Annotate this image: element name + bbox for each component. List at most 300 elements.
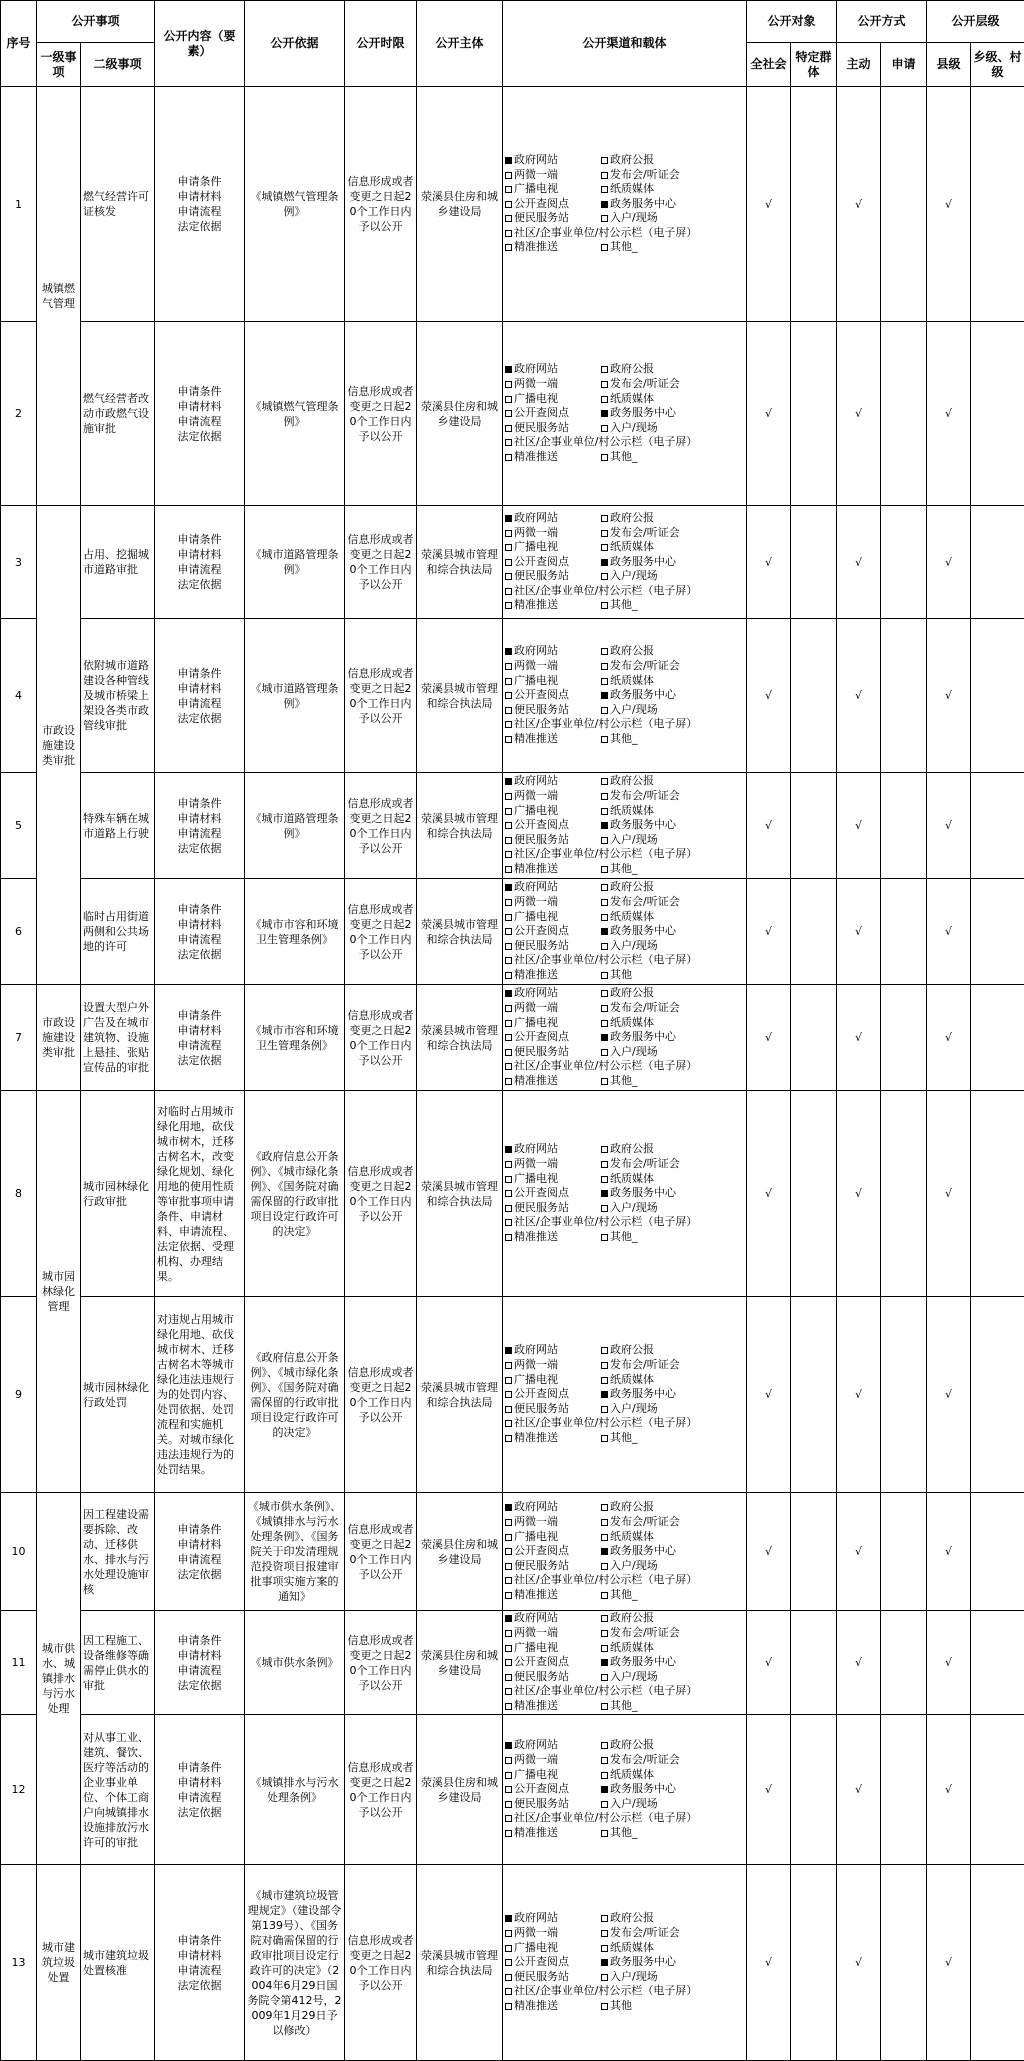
channel-label: 政府公报: [610, 880, 654, 893]
table-row: [1, 985, 1024, 1091]
checkbox-icon: [601, 1615, 608, 1622]
row-seq: 11: [1, 1611, 37, 1715]
channel-option-query-point: [505, 406, 601, 421]
row-active-mark: √: [837, 879, 881, 985]
channel-option-board: [505, 1811, 729, 1826]
level1-group: 城市供水、城镇排水与污水处理: [37, 1493, 81, 1865]
checkbox-icon: [601, 515, 608, 522]
row-content: 申请条件 申请材料 申请流程 法定依据: [155, 1611, 245, 1715]
row-all-mark: √: [747, 322, 791, 506]
channel-option-query-point: [505, 1955, 601, 1970]
channel-label: 纸质媒体: [610, 1768, 654, 1781]
channel-option-gov-site: [505, 153, 601, 168]
table-body: [1, 87, 1024, 2061]
channel-label: 便民服务站: [514, 569, 569, 582]
row-seq: 13: [1, 1865, 37, 2061]
checkbox-icon: [505, 1205, 512, 1212]
checkbox-icon: [601, 822, 608, 829]
checkbox-icon: [601, 366, 608, 373]
channel-label: 纸质媒体: [610, 910, 654, 923]
channel-label: 入户/现场: [610, 421, 658, 434]
channel-option-gov-site: [505, 644, 601, 659]
channel-label: 两微一端: [514, 895, 558, 908]
row-channels: [503, 322, 747, 506]
checkbox-icon: [601, 1786, 608, 1793]
checkbox-icon: [505, 1615, 512, 1622]
row-level2: 依附城市道路建设各种管线及城市桥梁上架设各类市政管线审批: [81, 619, 155, 773]
channel-label: 便民服务站: [514, 1797, 569, 1810]
level1-group: 城镇燃气管理: [37, 87, 81, 506]
checkbox-icon: [601, 410, 608, 417]
checkbox-icon: [601, 778, 608, 785]
channel-option-push: [505, 1588, 601, 1603]
checkbox-icon: [505, 1534, 512, 1541]
row-all-mark: √: [747, 1865, 791, 2061]
row-level2: 城市园林绿化行政处罚: [81, 1297, 155, 1493]
level1-group: 市政设施建设类审批: [37, 506, 81, 985]
channel-option-other: [601, 1826, 729, 1841]
table-row: [1, 1865, 1024, 2061]
channel-option-gov-gazette: [601, 986, 729, 1001]
checkbox-icon: [601, 1347, 608, 1354]
channel-label: 纸质媒体: [610, 1016, 654, 1029]
channel-option-paper: [601, 1530, 729, 1545]
row-channels: [503, 1297, 747, 1493]
channel-option-press: [601, 1626, 729, 1641]
channel-option-gov-gazette: [601, 774, 729, 789]
row-basis: 《城市市容和环境卫生管理条例》: [245, 985, 345, 1091]
channel-label: 公开查阅点: [514, 688, 569, 701]
channel-option-board: [505, 226, 729, 241]
header-mode-apply: 申请: [881, 43, 927, 87]
channel-option-two-micro: [505, 1926, 601, 1941]
checkbox-icon: [505, 396, 512, 403]
row-basis: 《城市供水条例》、《城镇排水与污水处理条例》、《国务院关于印发清理规范投资项目报建审批事项实施方案的通知》: [245, 1493, 345, 1611]
table-row: [1, 1297, 1024, 1493]
checkbox-icon: [505, 866, 512, 873]
channel-label: 广播电视: [514, 1768, 558, 1781]
row-level2: 城市建筑垃圾处置核准: [81, 1865, 155, 2061]
checkbox-icon: [505, 559, 512, 566]
row-town-mark: [971, 1611, 1024, 1715]
row-county-mark: √: [927, 985, 971, 1091]
channel-label: 政府公报: [610, 644, 654, 657]
channel-option-push: [505, 1431, 601, 1446]
checkbox-icon: [601, 2003, 608, 2010]
row-basis: 《城市道路管理条例》: [245, 506, 345, 619]
channel-option-door: [601, 703, 729, 718]
channel-label: 政府公报: [610, 153, 654, 166]
channel-label: 政务服务中心: [610, 688, 676, 701]
channel-option-service-center: [601, 406, 729, 421]
checkbox-icon: [505, 544, 512, 551]
header-tier-county: 县级: [927, 43, 971, 87]
channel-label: 政务服务中心: [610, 1544, 676, 1557]
channel-option-convenience: [505, 421, 601, 436]
channel-option-convenience: [505, 1970, 601, 1985]
row-basis: 《城市道路管理条例》: [245, 619, 345, 773]
channel-checklist: [505, 153, 746, 255]
channel-label: 广播电视: [514, 392, 558, 405]
row-specific-mark: [791, 985, 837, 1091]
row-specific-mark: [791, 1611, 837, 1715]
channel-option-paper: [601, 1172, 729, 1187]
checkbox-icon: [505, 1988, 512, 1995]
channel-label: 公开查阅点: [514, 1544, 569, 1557]
row-level2: 占用、挖掘城市道路审批: [81, 506, 155, 619]
channel-label: 精准推送: [514, 598, 558, 611]
checkbox-icon: [601, 1915, 608, 1922]
channel-label: 政府公报: [610, 1500, 654, 1513]
channel-label: 公开查阅点: [514, 1030, 569, 1043]
row-county-mark: √: [927, 1493, 971, 1611]
checkbox-icon: [505, 573, 512, 580]
channel-label: 两微一端: [514, 1515, 558, 1528]
row-content: 申请条件 申请材料 申请流程 法定依据: [155, 879, 245, 985]
checkbox-icon: [505, 1945, 512, 1952]
row-subject: 荥溪县城市管理和综合执法局: [417, 879, 503, 985]
channel-label: 入户/现场: [610, 1402, 658, 1415]
channel-option-gov-gazette: [601, 880, 729, 895]
row-town-mark: [971, 879, 1024, 985]
checkbox-icon: [505, 381, 512, 388]
checkbox-icon: [601, 172, 608, 179]
channel-label: 精准推送: [514, 1699, 558, 1712]
row-seq: 5: [1, 773, 37, 879]
channel-option-gov-site: [505, 880, 601, 895]
channel-option-two-micro: [505, 1157, 601, 1172]
channel-label: 政府网站: [514, 774, 558, 787]
row-town-mark: [971, 773, 1024, 879]
row-apply-mark: [881, 879, 927, 985]
checkbox-icon: [601, 990, 608, 997]
channel-label: 便民服务站: [514, 211, 569, 224]
channel-option-service-center: [601, 1030, 729, 1045]
channel-label: 广播电视: [514, 910, 558, 923]
checkbox-icon: [505, 1034, 512, 1041]
channel-option-convenience: [505, 833, 601, 848]
channel-label: 社区/企事业单位/村公示栏（电子屏）: [514, 1059, 697, 1072]
row-specific-mark: [791, 506, 837, 619]
row-subject: 荥溪县城市管理和综合执法局: [417, 1091, 503, 1297]
channel-option-board: [505, 584, 729, 599]
channel-label: 广播电视: [514, 1941, 558, 1954]
row-content: 申请条件 申请材料 申请流程 法定依据: [155, 322, 245, 506]
channel-label: 入户/现场: [610, 1559, 658, 1572]
channel-label: 入户/现场: [610, 1970, 658, 1983]
checkbox-icon: [601, 866, 608, 873]
channel-option-paper: [601, 674, 729, 689]
channel-option-push: [505, 598, 601, 613]
channel-option-other: [601, 1074, 729, 1089]
channel-label: 政务服务中心: [610, 1955, 676, 1968]
channel-option-paper: [601, 1373, 729, 1388]
channel-label: 政府公报: [610, 986, 654, 999]
row-apply-mark: [881, 1493, 927, 1611]
row-channels: [503, 773, 747, 879]
channel-label: 社区/企事业单位/村公示栏（电子屏）: [514, 1811, 697, 1824]
checkbox-icon: [505, 1815, 512, 1822]
checkbox-icon: [601, 837, 608, 844]
channel-option-two-micro: [505, 1001, 601, 1016]
checkbox-icon: [505, 1659, 512, 1666]
channel-label: 社区/企事业单位/村公示栏（电子屏）: [514, 1215, 697, 1228]
checkbox-icon: [601, 736, 608, 743]
row-time: 信息形成或者变更之日起20个工作日内予以公开: [345, 87, 417, 322]
channel-option-two-micro: [505, 1626, 601, 1641]
channel-label: 纸质媒体: [610, 182, 654, 195]
channel-option-broadcast: [505, 540, 601, 555]
channel-option-door: [601, 1970, 729, 1985]
checkbox-icon: [601, 648, 608, 655]
channel-option-gov-site: [505, 1611, 601, 1626]
checkbox-icon: [601, 943, 608, 950]
header-time: 公开时限: [345, 1, 417, 87]
channel-option-paper: [601, 1768, 729, 1783]
channel-checklist: [505, 1911, 746, 2013]
row-town-mark: [971, 322, 1024, 506]
channel-option-other: [601, 968, 729, 983]
row-all-mark: √: [747, 1715, 791, 1865]
checkbox-icon: [601, 1161, 608, 1168]
channel-option-push: [505, 1699, 601, 1714]
table-row: [1, 322, 1024, 506]
row-town-mark: [971, 87, 1024, 322]
row-all-mark: √: [747, 1091, 791, 1297]
channel-option-convenience: [505, 1402, 601, 1417]
channel-option-broadcast: [505, 1530, 601, 1545]
checkbox-icon: [601, 1801, 608, 1808]
channel-label: 广播电视: [514, 1373, 558, 1386]
channel-option-door: [601, 1045, 729, 1060]
channel-label: 广播电视: [514, 1172, 558, 1185]
checkbox-icon: [601, 793, 608, 800]
row-time: 信息形成或者变更之日起20个工作日内予以公开: [345, 322, 417, 506]
channel-label: 发布会/听证会: [610, 1753, 680, 1766]
channel-label: 发布会/听证会: [610, 377, 680, 390]
channel-option-press: [601, 168, 729, 183]
row-county-mark: √: [927, 1715, 971, 1865]
channel-option-door: [601, 569, 729, 584]
checkbox-icon: [505, 1161, 512, 1168]
channel-label: 社区/企事业单位/村公示栏（电子屏）: [514, 1573, 697, 1586]
channel-option-board: [505, 1684, 729, 1699]
row-seq: 10: [1, 1493, 37, 1611]
row-town-mark: [971, 1297, 1024, 1493]
channel-label: 精准推送: [514, 450, 558, 463]
channel-option-query-point: [505, 555, 601, 570]
row-county-mark: √: [927, 619, 971, 773]
channel-label: 精准推送: [514, 1826, 558, 1839]
checkbox-icon: [505, 172, 512, 179]
checkbox-icon: [505, 1078, 512, 1085]
channel-label: 发布会/听证会: [610, 1515, 680, 1528]
channel-label: 入户/现场: [610, 939, 658, 952]
row-level2: 燃气经营许可证核发: [81, 87, 155, 322]
channel-label: 入户/现场: [610, 703, 658, 716]
channel-label: 政府公报: [610, 1738, 654, 1751]
channel-label: 入户/现场: [610, 1045, 658, 1058]
checkbox-icon: [601, 1703, 608, 1710]
channel-label: 广播电视: [514, 674, 558, 687]
checkbox-icon: [505, 972, 512, 979]
channel-label: 社区/企事业单位/村公示栏（电子屏）: [514, 1984, 697, 1997]
channel-option-query-point: [505, 1030, 601, 1045]
checkbox-icon: [505, 1959, 512, 1966]
header-target: 公开对象: [747, 1, 837, 43]
checkbox-icon: [505, 721, 512, 728]
channel-option-service-center: [601, 818, 729, 833]
table-row: [1, 506, 1024, 619]
row-level2: 城市园林绿化行政审批: [81, 1091, 155, 1297]
checkbox-icon: [601, 1959, 608, 1966]
header-mode-active: 主动: [837, 43, 881, 87]
checkbox-icon: [601, 663, 608, 670]
channel-option-paper: [601, 182, 729, 197]
channel-option-two-micro: [505, 895, 601, 910]
row-all-mark: √: [747, 506, 791, 619]
channel-label: 精准推送: [514, 862, 558, 875]
checkbox-icon: [505, 822, 512, 829]
channel-label: 公开查阅点: [514, 406, 569, 419]
row-subject: 荥溪县城市管理和综合执法局: [417, 1865, 503, 2061]
channel-option-service-center: [601, 688, 729, 703]
checkbox-icon: [505, 439, 512, 446]
table-row: [1, 1715, 1024, 1865]
row-active-mark: √: [837, 1715, 881, 1865]
channel-label: 政府网站: [514, 986, 558, 999]
channel-option-service-center: [601, 1544, 729, 1559]
channel-option-board: [505, 717, 729, 732]
checkbox-icon: [601, 707, 608, 714]
channel-option-convenience: [505, 1670, 601, 1685]
checkbox-icon: [505, 1577, 512, 1584]
checkbox-icon: [505, 1688, 512, 1695]
row-seq: 1: [1, 87, 37, 322]
checkbox-icon: [601, 602, 608, 609]
channel-label: 其他_: [610, 732, 638, 745]
checkbox-icon: [601, 808, 608, 815]
channel-label: 精准推送: [514, 1999, 558, 2012]
checkbox-icon: [601, 1630, 608, 1637]
row-level2: 因工程建设需要拆除、改动、迁移供水、排水与污水处理设施审核: [81, 1493, 155, 1611]
row-county-mark: √: [927, 1297, 971, 1493]
channel-option-paper: [601, 910, 729, 925]
channel-checklist: [505, 1142, 746, 1244]
checkbox-icon: [601, 215, 608, 222]
channel-checklist: [505, 1738, 746, 1840]
channel-label: 社区/企事业单位/村公示栏（电子屏）: [514, 1416, 697, 1429]
channel-checklist: [505, 986, 746, 1088]
channel-checklist: [505, 1611, 746, 1713]
channel-option-press: [601, 1358, 729, 1373]
channel-option-other: [601, 1999, 729, 2014]
row-seq: 12: [1, 1715, 37, 1865]
checkbox-icon: [601, 1005, 608, 1012]
channel-label: 便民服务站: [514, 1670, 569, 1683]
row-active-mark: √: [837, 1297, 881, 1493]
checkbox-icon: [601, 1534, 608, 1541]
channel-option-gov-gazette: [601, 644, 729, 659]
row-content: 对违规占用城市绿化用地、砍伐城市树木、迁移古树名木等城市绿化违法违规行为的处罚内容、处罚依据、处罚流程和实施机关。对城市绿化违法违规行为的处罚结果。: [155, 1297, 245, 1493]
header-basis: 公开依据: [245, 1, 345, 87]
channel-label: 两微一端: [514, 168, 558, 181]
header-level1: 一级事项: [37, 43, 81, 87]
channel-label: 便民服务站: [514, 1201, 569, 1214]
channel-label: 社区/企事业单位/村公示栏（电子屏）: [514, 953, 697, 966]
row-specific-mark: [791, 322, 837, 506]
checkbox-icon: [505, 1005, 512, 1012]
checkbox-icon: [601, 1234, 608, 1241]
checkbox-icon: [505, 1146, 512, 1153]
channel-label: 社区/企事业单位/村公示栏（电子屏）: [514, 847, 697, 860]
channel-label: 其他_: [610, 450, 638, 463]
channel-label: 政务服务中心: [610, 1030, 676, 1043]
channel-option-convenience: [505, 1797, 601, 1812]
row-basis: 《城市道路管理条例》: [245, 773, 345, 879]
channel-option-convenience: [505, 1559, 601, 1574]
row-town-mark: [971, 1091, 1024, 1297]
channel-checklist: [505, 1343, 746, 1445]
checkbox-icon: [505, 602, 512, 609]
channel-label: 精准推送: [514, 240, 558, 253]
channel-label: 政府网站: [514, 1611, 558, 1624]
channel-option-door: [601, 1797, 729, 1812]
channel-option-press: [601, 1753, 729, 1768]
channel-option-broadcast: [505, 1641, 601, 1656]
channel-option-broadcast: [505, 804, 601, 819]
row-channels: [503, 1715, 747, 1865]
checkbox-icon: [601, 928, 608, 935]
row-town-mark: [971, 619, 1024, 773]
row-subject: 荥溪县住房和城乡建设局: [417, 1611, 503, 1715]
row-active-mark: √: [837, 1865, 881, 2061]
checkbox-icon: [505, 1234, 512, 1241]
channel-option-two-micro: [505, 377, 601, 392]
checkbox-icon: [505, 1915, 512, 1922]
checkbox-icon: [505, 157, 512, 164]
channel-label: 入户/现场: [610, 1797, 658, 1810]
row-county-mark: √: [927, 773, 971, 879]
channel-option-press: [601, 659, 729, 674]
checkbox-icon: [601, 201, 608, 208]
channel-checklist: [505, 880, 746, 982]
channel-label: 公开查阅点: [514, 818, 569, 831]
row-apply-mark: [881, 322, 927, 506]
checkbox-icon: [505, 1592, 512, 1599]
channel-option-service-center: [601, 555, 729, 570]
channel-label: 精准推送: [514, 732, 558, 745]
channel-option-convenience: [505, 569, 601, 584]
checkbox-icon: [505, 215, 512, 222]
channel-option-press: [601, 1926, 729, 1941]
table-row: [1, 619, 1024, 773]
channel-option-convenience: [505, 1045, 601, 1060]
channel-label: 发布会/听证会: [610, 659, 680, 672]
channel-option-gov-site: [505, 1738, 601, 1753]
channel-option-gov-gazette: [601, 1500, 729, 1515]
row-level2: 燃气经营者改动市政燃气设施审批: [81, 322, 155, 506]
channel-option-push: [505, 1230, 601, 1245]
row-county-mark: √: [927, 322, 971, 506]
row-channels: [503, 87, 747, 322]
channel-label: 政府公报: [610, 1343, 654, 1356]
channel-option-query-point: [505, 1782, 601, 1797]
channel-label: 便民服务站: [514, 833, 569, 846]
channel-option-other: [601, 1431, 729, 1446]
channel-label: 纸质媒体: [610, 1941, 654, 1954]
row-county-mark: √: [927, 879, 971, 985]
